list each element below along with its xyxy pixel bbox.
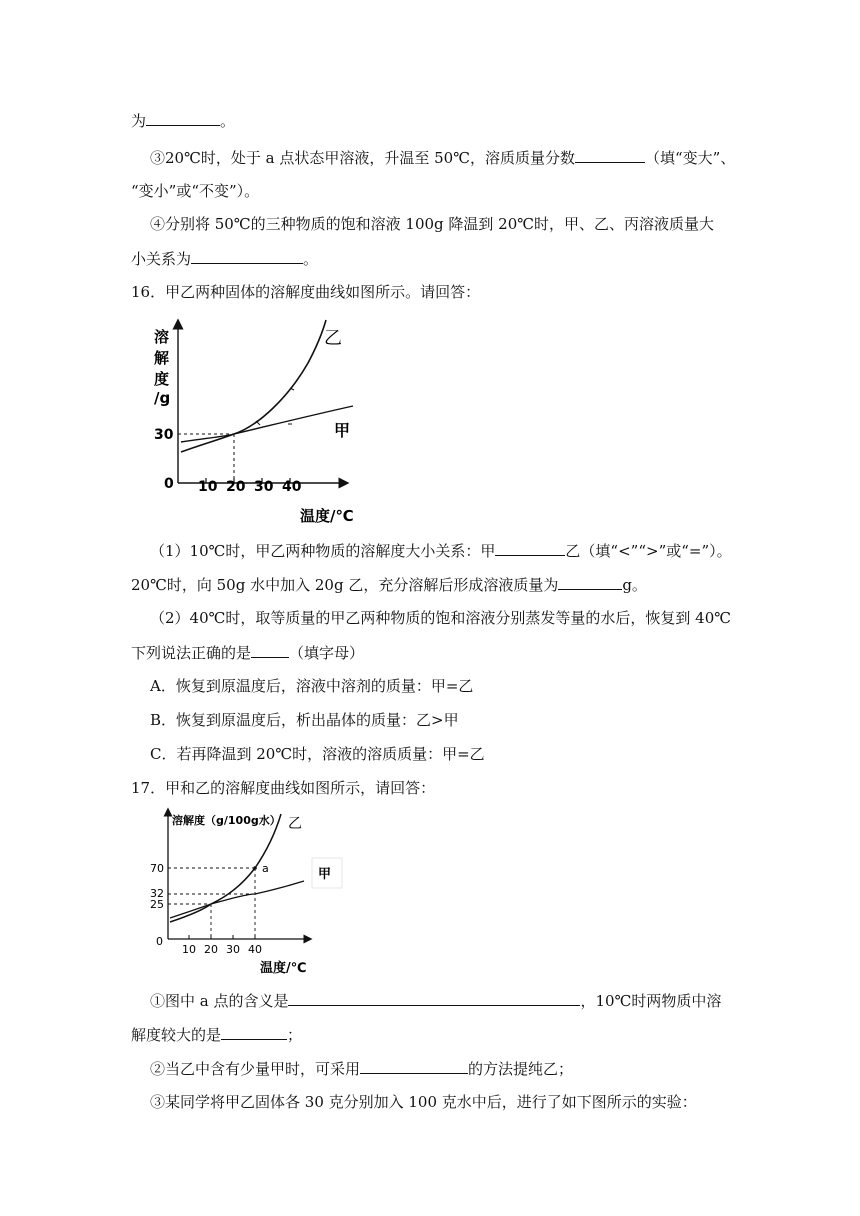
curve-jia [181,406,353,442]
xtick-40: 40 [282,479,302,495]
ytick-32: 32 [150,887,164,900]
question-16: 16．甲乙两种固体的溶解度曲线如图所示。请回答： [131,283,481,301]
ylabel-2: 解 [154,349,170,367]
origin-label: 0 [156,935,163,948]
xtick-40: 40 [248,943,262,956]
line-4: ④分别将 50℃的三种物质的饱和溶液 100g 降温到 20℃时，甲、乙、丙溶液质量大 [150,215,715,233]
question-17: 17．甲和乙的溶解度曲线如图所示，请回答： [131,779,436,797]
xtick-10: 10 [182,943,196,956]
point-a-label: a [262,862,269,875]
q17-part1-line2: 解度较大的是 ； [131,1026,303,1044]
blank[interactable] [360,1058,468,1074]
option-c: C．若再降温到 20℃时，溶液的溶质质量：甲=乙 [150,745,485,763]
xlabel: 温度/℃ [260,961,307,976]
label-jia: 甲 [334,421,351,440]
ytick-25: 25 [150,898,164,911]
q16-part1-line2: 20℃时，向 50g 水中加入 20g 乙，充分溶解后形成溶液质量为 g。 [131,576,647,594]
xtick-20: 20 [204,943,218,956]
q16-part2-line2: 下列说法正确的是 （填字母） [131,644,365,662]
blank[interactable] [558,574,622,590]
line-3: “变小”或“不变”）。 [131,182,260,200]
ylabel-1: 溶 [154,328,170,346]
origin-label: 0 [164,476,174,492]
ytick-70: 70 [150,862,164,875]
blank[interactable] [288,990,580,1006]
q17-part1-line1: ①图中 a 点的含义是 ，10℃时两物质中溶 [150,992,722,1010]
option-a: A．恢复到原温度后，溶液中溶剂的质量：甲=乙 [150,677,474,695]
ylabel-3: 度 [154,370,170,388]
curve-yi [181,320,326,452]
label-yi: 乙 [324,328,342,349]
blank[interactable] [251,642,289,658]
label-jia: 甲 [318,867,332,882]
q16-part2-line1: （2）40℃时，取等质量的甲乙两种物质的饱和溶液分别蒸发等量的水后，恢复到 40℃ [150,609,732,627]
blank[interactable] [575,147,645,163]
q17-part2: ②当乙中含有少量甲时，可采用 的方法提纯乙； [150,1060,574,1078]
line-1: 为 。 [131,112,236,130]
blank[interactable] [146,110,220,126]
xtick-30: 30 [254,479,274,495]
blank[interactable] [221,1024,287,1040]
q16-part1-line1: （1）10℃时，甲乙两种物质的溶解度大小关系：甲 乙（填“<”“>”或“=”）。 [150,542,732,560]
xtick-30: 30 [226,943,240,956]
xtick-10: 10 [198,479,218,495]
xlabel: 温度/℃ [300,507,354,525]
blank[interactable] [191,248,303,264]
ytick-30: 30 [154,427,174,443]
figure1-solubility-chart [148,318,370,530]
label-yi: 乙 [288,816,302,832]
blank[interactable] [495,540,565,556]
ylabel: 溶解度（g/100g水） [172,814,281,827]
option-b: B．恢复到原温度后，析出晶体的质量：乙>甲 [150,711,459,729]
q17-part3: ③某同学将甲乙固体各 30 克分别加入 100 克水中后，进行了如下图所示的实验： [150,1093,697,1111]
line-2: ③20℃时，处于 a 点状态甲溶液，升温至 50℃，溶质质量分数 （填“变大”、 [150,149,736,167]
xtick-20: 20 [226,479,246,495]
line-5: 小关系为 。 [131,250,319,268]
ylabel-4: /g [154,389,171,407]
point-a [253,866,257,870]
figure2-solubility-chart [148,806,358,978]
